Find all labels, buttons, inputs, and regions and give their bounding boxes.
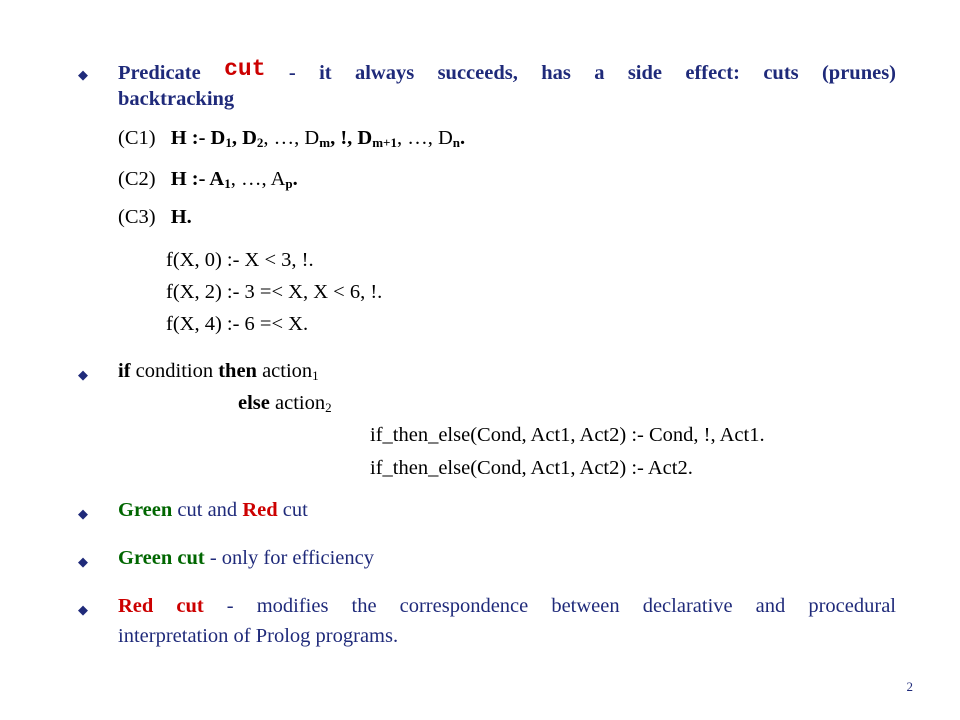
clause-c3-body: H. [170,206,192,228]
if-then-else-rule-1: if_then_else(Cond, Act1, Act2) :- Cond, !, Act1. [370,424,765,446]
f-rule: f(X, 0) :- X < 3, !. [166,249,314,271]
diamond-icon: ◆ [78,554,88,569]
f-rule: f(X, 4) :- 6 =< X. [166,313,309,335]
if-then-else-rule-2: if_then_else(Cond, Act1, Act2) :- Act2. [370,457,693,479]
clause-c3 [118,206,192,229]
bullet-1-line-2: backtracking [118,88,235,110]
page-number: 2 [906,679,913,694]
f-rule: f(X, 2) :- 3 =< X, X < 6, !. [166,281,383,303]
bullet-3: Green cut and Red cut [118,499,308,521]
clause-c1-body: H :- $D_1$, $D_2$, …, $D_m$, !, $D_{m+1}$, …, $D_n$. [170,127,466,150]
clause-c1-label: (C1) [118,127,156,149]
diamond-icon: ◆ [78,602,88,617]
clause-c2-label: (C2) [118,168,156,190]
diamond-icon: ◆ [78,67,88,82]
bullet-2-line-1: if condition then action$_1$ [118,360,319,383]
clause-c2-body: H :- $A_1$, …, $A_p$. [170,168,298,191]
clause-c3-label: (C3) [118,206,156,228]
bullet-5-line-2: interpretation of Prolog programs. [118,625,399,647]
bullet-4: Green cut - only for efficiency [118,547,374,569]
bullet-5-line-1: Red cut - modifies the correspondence between declarative and procedural [118,595,897,617]
clause-c2 [118,168,298,192]
clause-c1 [118,127,465,151]
diamond-icon: ◆ [78,367,88,382]
cut-keyword: cut [224,56,266,82]
predicate-word: Predicate [118,62,201,84]
bullet-2-else: else action$_2$ [238,392,332,415]
bullet-1-line-1 [118,56,897,86]
diamond-icon: ◆ [78,506,88,521]
bullet-1-description: - it always succeeds, has a side effect: cuts (prunes) [288,62,897,84]
